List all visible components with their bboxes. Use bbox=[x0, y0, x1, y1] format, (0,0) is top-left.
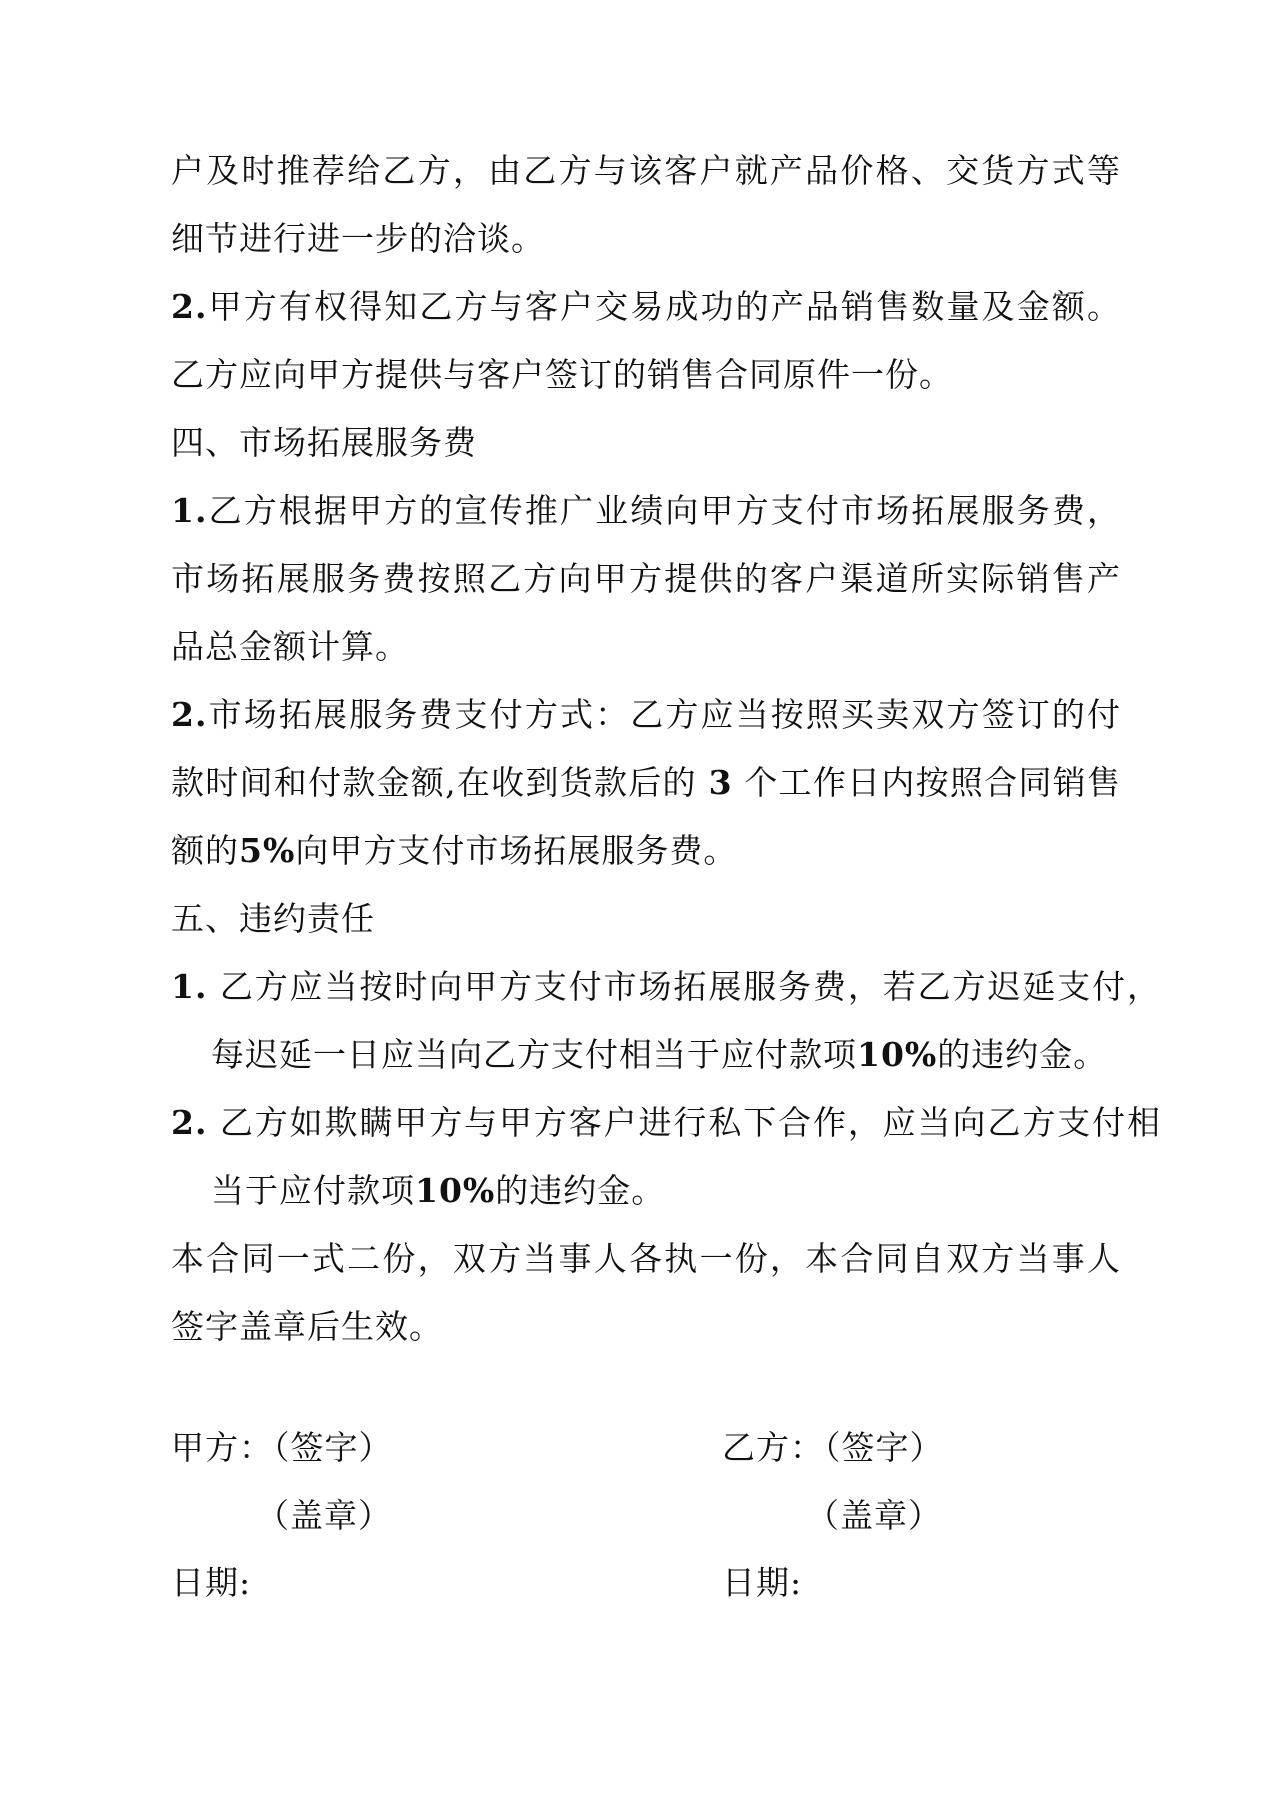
fee-percent: 5% bbox=[239, 831, 296, 870]
party-b-seal: （盖章） bbox=[806, 1496, 942, 1535]
penalty-percent: 10% bbox=[415, 1171, 496, 1210]
clause-5-2: 2. 乙方如欺瞒甲方与甲方客户进行私下合作，应当向乙方支付相当于应付款项10%的违约金。 bbox=[171, 1103, 1161, 1210]
party-a-signature: 甲方：（签字） bbox=[171, 1428, 393, 1467]
clause-4-2: 2.市场拓展服务费支付方式：乙方应当按照买卖双方签订的付款时间和付款金额,在收到货款后的 3 个工作日内按照合同销售额的5%向甲方支付市场拓展服务费。 bbox=[171, 695, 1121, 870]
clause-number: 2. bbox=[171, 1103, 208, 1142]
closing-paragraph: 本合同一式二份，双方当事人各执一份，本合同自双方当事人签字盖章后生效。 bbox=[171, 1239, 1121, 1346]
clause-number: 1. bbox=[171, 967, 208, 1006]
party-b-date: 日期: bbox=[722, 1563, 803, 1602]
clause-3-2: 2.甲方有权得知乙方与客户交易成功的产品销售数量及金额。乙方应向甲方提供与客户签订的销售合同原件一份。 bbox=[171, 287, 1121, 394]
clause-4-1: 1.乙方根据甲方的宣传推广业绩向甲方支付市场拓展服务费，市场拓展服务费按照乙方向甲方提供的客户渠道所实际销售产品总金额计算。 bbox=[171, 491, 1121, 666]
clause-number: 2. bbox=[171, 695, 208, 734]
paragraph-continued: 户及时推荐给乙方，由乙方与该客户就产品价格、交货方式等细节进行进一步的洽谈。 bbox=[171, 151, 1121, 258]
party-a-date: 日期: bbox=[171, 1563, 252, 1602]
section-heading-5: 五、违约责任 bbox=[171, 899, 375, 938]
section-heading-4: 四、市场拓展服务费 bbox=[171, 423, 477, 462]
clause-number: 2. bbox=[171, 287, 208, 326]
clause-5-1: 1. 乙方应当按时向甲方支付市场拓展服务费，若乙方迟延支付，每迟延一日应当向乙方支付相当于应付款项10%的违约金。 bbox=[171, 967, 1161, 1074]
workdays-value: 3 bbox=[708, 763, 733, 802]
party-b-signature: 乙方：（签字） bbox=[722, 1428, 944, 1467]
party-a-seal: （盖章） bbox=[256, 1496, 392, 1535]
clause-number: 1. bbox=[171, 491, 208, 530]
penalty-percent: 10% bbox=[857, 1035, 938, 1074]
